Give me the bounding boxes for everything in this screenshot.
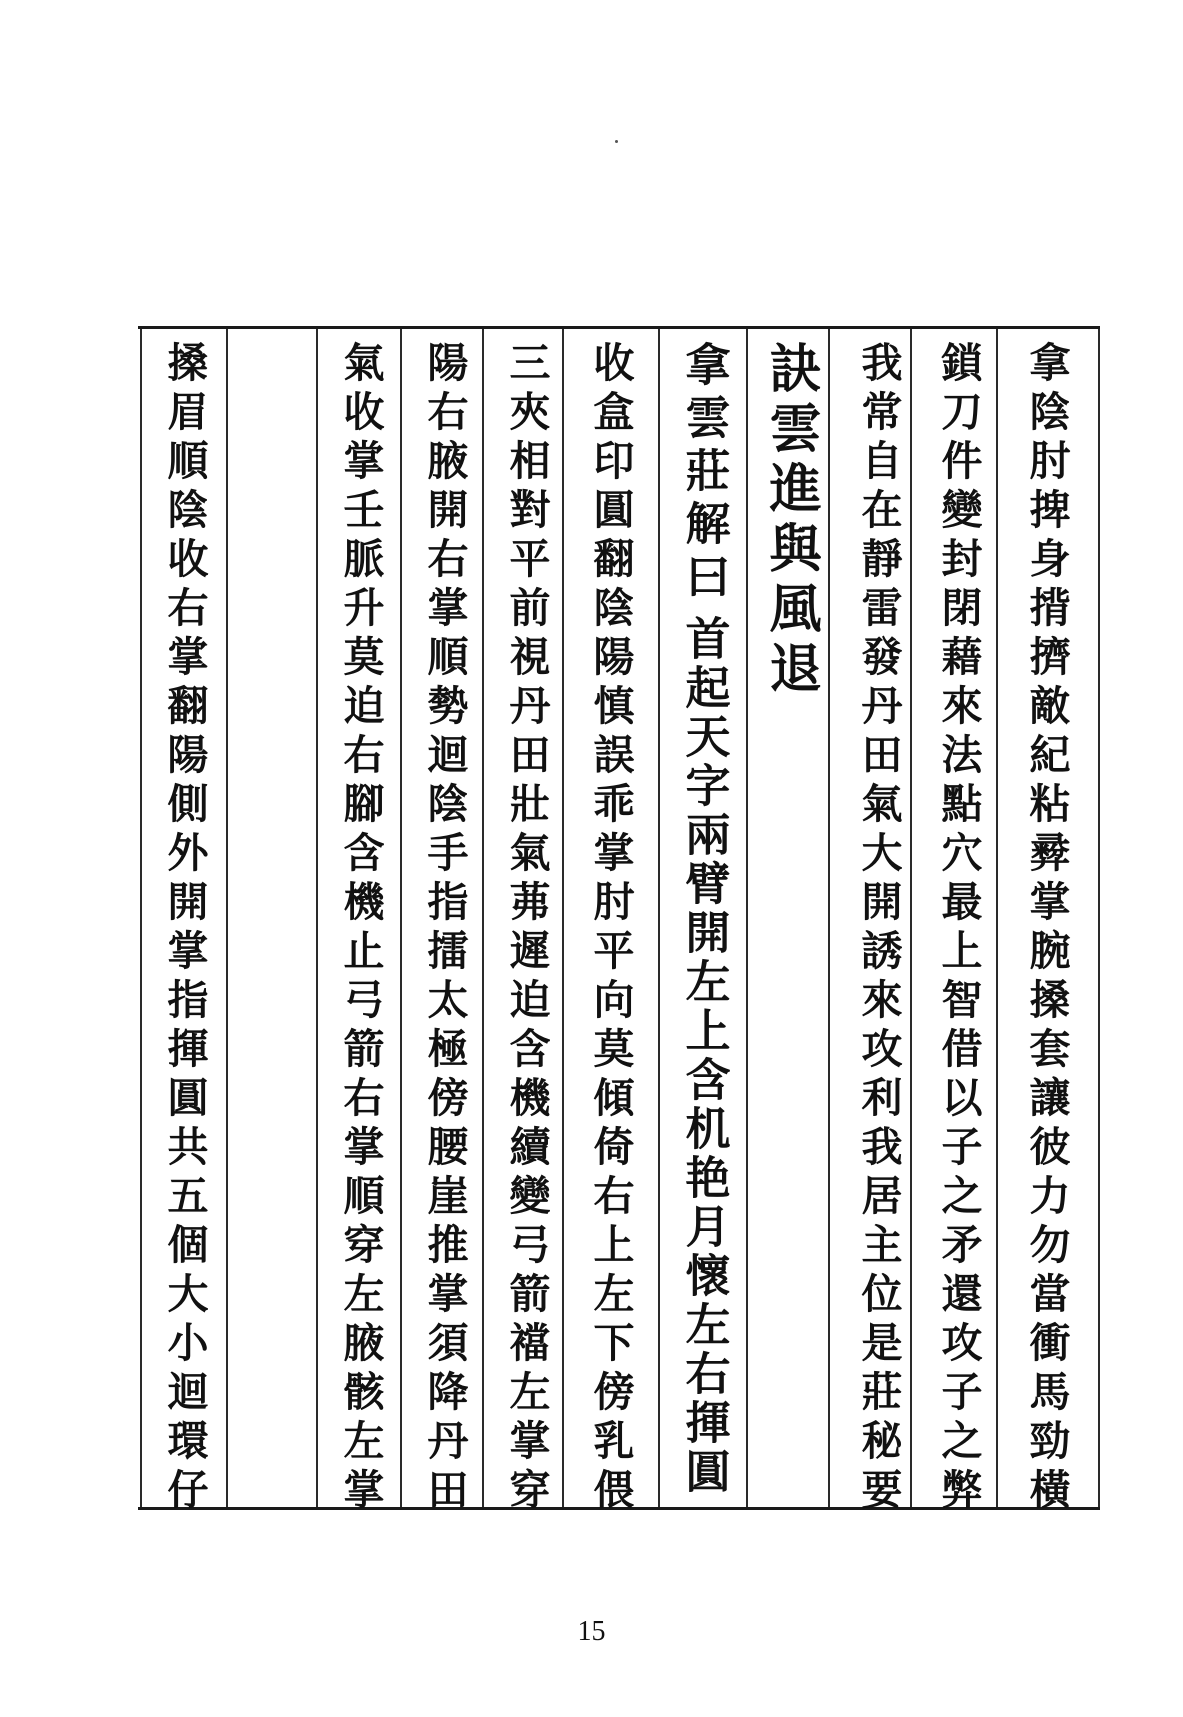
column-text: 拿陰肘捭身揹擠敵紀粘彛掌腕搡套讓彼力勿當衝馬勁橫 [1022, 341, 1071, 1517]
column-text: 訣雲進與風退 [760, 341, 821, 701]
text-frame [138, 326, 1100, 1517]
column-text: 三夾相對平前視丹田壯氣茀遲迫含機續變弓箭襠左掌穿 [502, 341, 551, 1517]
speck [615, 140, 618, 143]
column-rule [226, 329, 228, 1507]
column-text: 陽右腋開右掌順勢迴陰手指擂太極傍腰崖推掌須降丹田 [420, 341, 469, 1517]
column-text: 收盒印圓翻陰陽慎誤乖掌肘平向莫傾倚右上左下傍乳偎 [586, 341, 635, 1517]
text-column-3 [836, 341, 920, 1517]
column-text: 鎖刀件變封閉藉來法點穴最上智借以子之矛還攻子之弊 [934, 341, 983, 1517]
column-rule [658, 329, 660, 1507]
page-number: 15 [577, 1616, 606, 1647]
text-column-4 [748, 341, 832, 1497]
column-heading: 拿雲莊解曰 [677, 341, 731, 606]
text-column-10 [142, 341, 226, 1517]
text-column-1 [1004, 341, 1088, 1517]
text-column-9 [318, 341, 402, 1517]
column-text: 首起天字兩臂開左上含机艳月懷左右揮圓 [677, 615, 731, 1497]
text-column-8 [402, 341, 486, 1517]
column-text: 搡眉順陰收右掌翻陽側外開掌指揮圓共五個大小迴環仔 [160, 341, 209, 1517]
column-text: 氣收掌壬脈升莫迫右腳含機止弓箭右掌順穿左腋骸左掌 [336, 341, 385, 1517]
text-column-2 [916, 341, 1000, 1517]
column-text: 我常自在靜雷發丹田氣大開誘來攻利我居主位是莊秘要 [854, 341, 903, 1517]
text-column-7 [484, 341, 568, 1517]
text-column-6 [568, 341, 652, 1517]
text-column-5 [662, 341, 746, 1497]
column-rule [1098, 329, 1100, 1507]
